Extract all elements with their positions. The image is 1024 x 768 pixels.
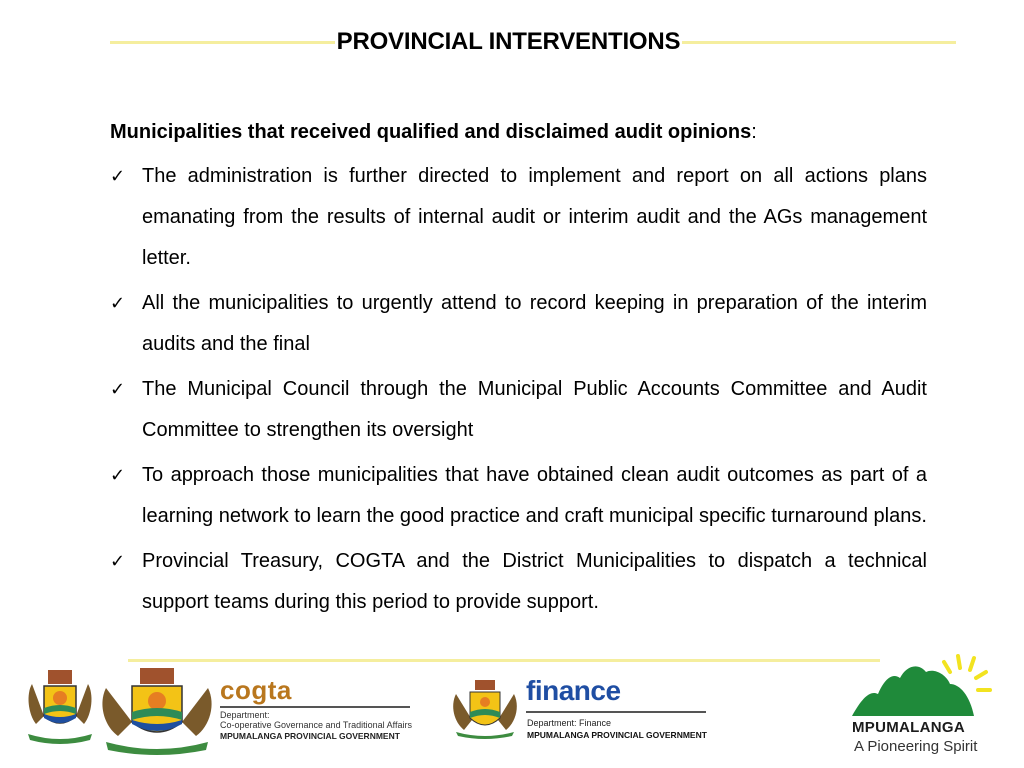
cogta-department: Department: Co-operative Governance and Traditional Affairs bbox=[220, 710, 412, 730]
list-item: ✓ All the municipalities to urgently attend to record keeping in preparation of the interim audits and the final bbox=[110, 283, 927, 365]
list-item: ✓ The administration is further directed to implement and report on all actions plans emanating from the results of internal audit or interim audit and the AGs management letter. bbox=[110, 156, 927, 279]
finance-rule bbox=[526, 711, 706, 713]
coat-of-arms-icon bbox=[24, 664, 96, 746]
mpumalanga-tagline: A Pioneering Spirit bbox=[854, 738, 978, 755]
finance-department: Department: Finance bbox=[527, 718, 612, 728]
check-icon: ✓ bbox=[110, 465, 126, 486]
mpumalanga-logo-icon bbox=[848, 650, 992, 722]
cogta-rule bbox=[220, 706, 410, 708]
list-item: ✓ The Municipal Council through the Municipal Public Accounts Committee and Audit Committee to strengthen its oversight bbox=[110, 369, 927, 451]
finance-logo-text: finance bbox=[526, 675, 621, 706]
check-icon: ✓ bbox=[110, 379, 126, 400]
intro-text: Municipalities that received qualified and disclaimed audit opinions: bbox=[110, 121, 757, 143]
footer-divider bbox=[128, 659, 880, 662]
cogta-logo-text: cogta bbox=[220, 675, 292, 705]
check-icon: ✓ bbox=[110, 293, 126, 314]
slide-content bbox=[110, 118, 927, 627]
finance-government: MPUMALANGA PROVINCIAL GOVERNMENT bbox=[527, 730, 707, 740]
page-title: PROVINCIAL INTERVENTIONS bbox=[336, 28, 681, 55]
list-item: ✓ To approach those municipalities that have obtained clean audit outcomes as part of a learning network to learn the good practice and craft municipal specific turnaround plans. bbox=[110, 455, 927, 537]
bullet-list bbox=[110, 156, 927, 623]
mpumalanga-name: MPUMALANGA bbox=[852, 719, 965, 736]
coat-of-arms-icon bbox=[450, 678, 520, 740]
coat-of-arms-icon bbox=[98, 664, 216, 756]
check-icon: ✓ bbox=[110, 551, 126, 572]
list-item: ✓ Provincial Treasury, COGTA and the District Municipalities to dispatch a technical support teams during this period to provide support. bbox=[110, 541, 927, 623]
check-icon: ✓ bbox=[110, 166, 126, 187]
cogta-government: MPUMALANGA PROVINCIAL GOVERNMENT bbox=[220, 731, 400, 741]
